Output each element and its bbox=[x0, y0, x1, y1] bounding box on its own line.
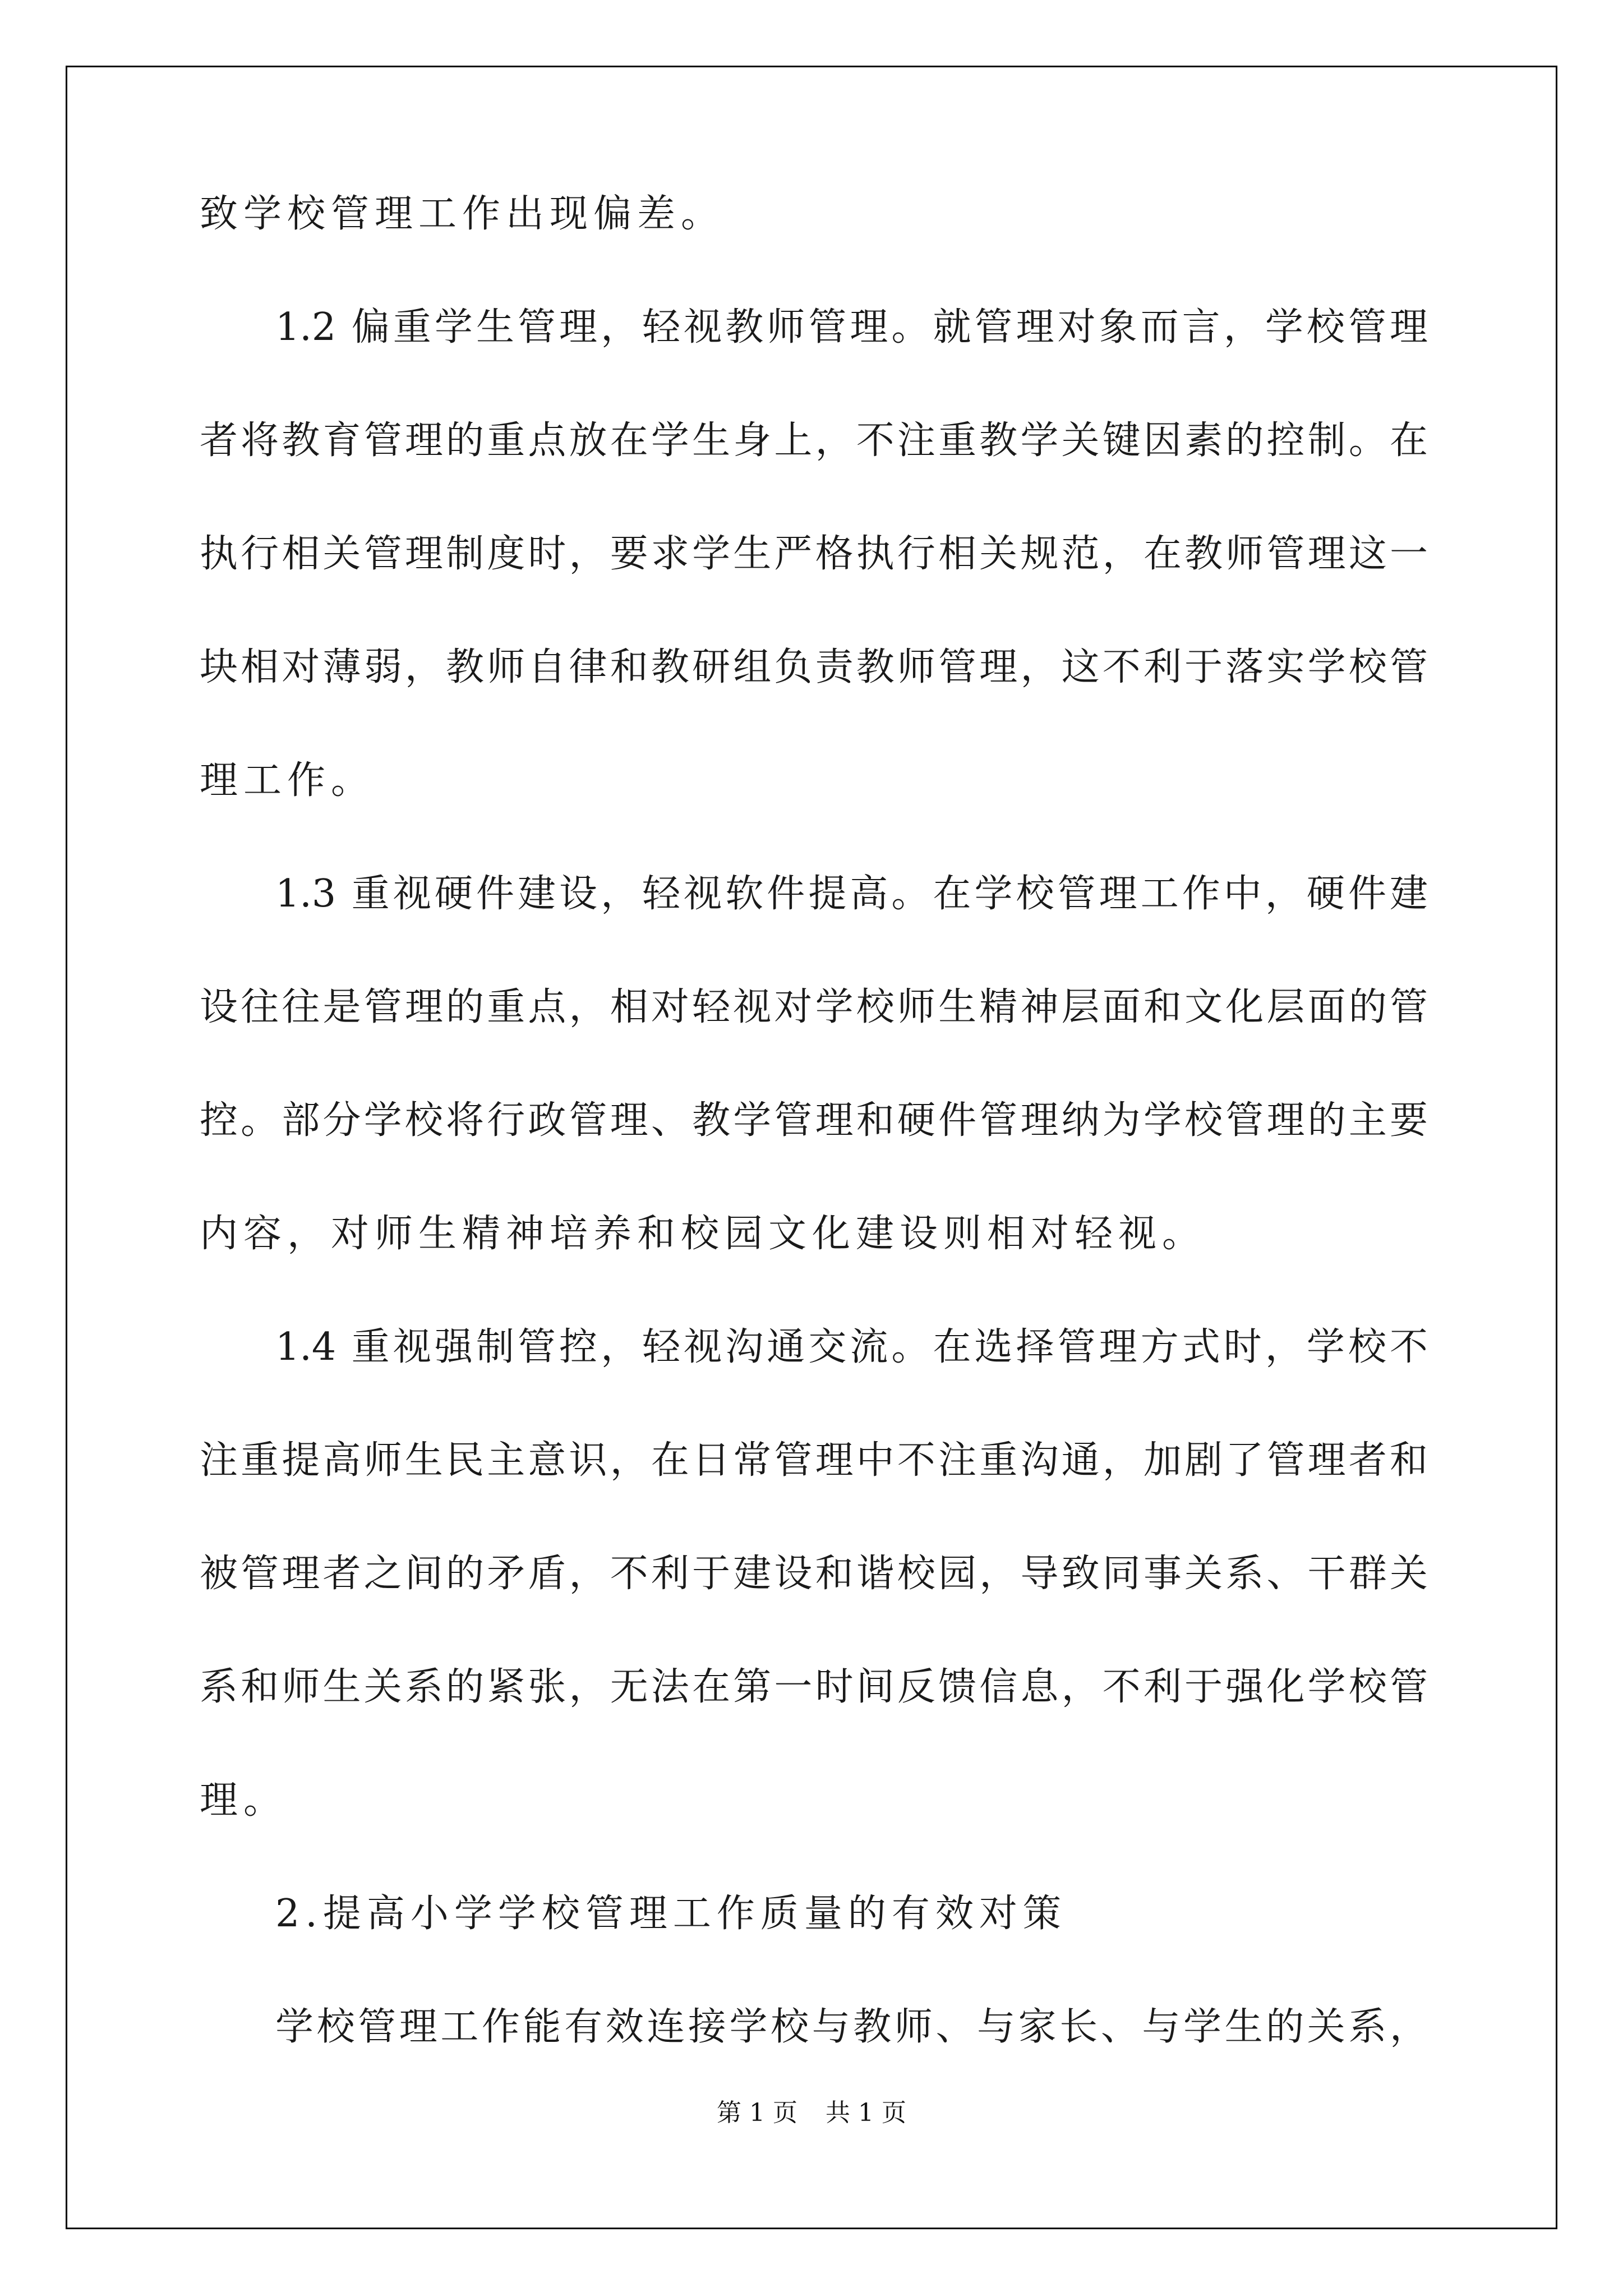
text-line: 设往往是管理的重点，相对轻视对学校师生精神层面和文化层面的管 bbox=[200, 985, 1428, 1029]
text-line: 1.4 重视强制管控，轻视沟通交流。在选择管理方式时，学校不 bbox=[275, 1325, 1428, 1369]
text-line: 内容，对师生精神培养和校园文化建设则相对轻视。 bbox=[200, 1212, 1206, 1256]
text-line: 1.3 重视硬件建设，轻视软件提高。在学校管理工作中，硬件建 bbox=[275, 872, 1428, 916]
text-line: 执行相关管理制度时，要求学生严格执行相关规范，在教师管理这一 bbox=[200, 532, 1428, 576]
text-line: 理。 bbox=[200, 1778, 288, 1823]
text-line: 被管理者之间的矛盾，不利于建设和谐校园，导致同事关系、干群关 bbox=[200, 1552, 1428, 1596]
text-line: 理工作。 bbox=[200, 758, 375, 803]
page-footer bbox=[0, 2092, 1623, 2128]
text-line: 系和师生关系的紧张，无法在第一时间反馈信息，不利于强化学校管 bbox=[200, 1665, 1428, 1709]
page-total: 共 1 页 bbox=[826, 2099, 906, 2127]
text-line: 者将教育管理的重点放在学生身上，不注重教学关键因素的控制。在 bbox=[200, 418, 1428, 463]
text-line: 注重提高师生民主意识，在日常管理中不注重沟通，加剧了管理者和 bbox=[200, 1438, 1428, 1483]
text-line: 学校管理工作能有效连接学校与教师、与家长、与学生的关系， bbox=[275, 2005, 1428, 2049]
text-line: 块相对薄弱，教师自律和教研组负责教师管理，这不利于落实学校管 bbox=[200, 645, 1428, 689]
text-line: 1.2 偏重学生管理，轻视教师管理。就管理对象而言，学校管理 bbox=[275, 305, 1428, 349]
page-number: 第 1 页 bbox=[717, 2099, 797, 2127]
text-line: 致学校管理工作出现偏差。 bbox=[200, 192, 725, 236]
text-line: 2.提高小学学校管理工作质量的有效对策 bbox=[275, 1892, 1067, 1936]
text-line: 控。部分学校将行政管理、教学管理和硬件管理纳为学校管理的主要 bbox=[200, 1098, 1428, 1143]
